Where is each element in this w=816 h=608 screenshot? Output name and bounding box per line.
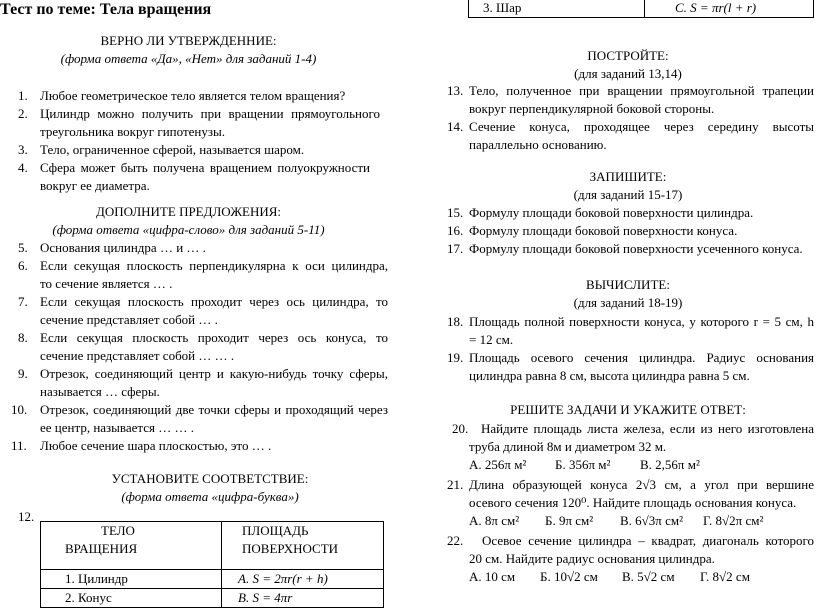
question-text: Если секущая плоскость перпендикулярна к оси цилиндра, <box>40 258 388 273</box>
section-heading-build: ПОСТРОЙТЕ: <box>587 48 669 63</box>
question-text: Любое сечение шара плоскостью, это … . <box>40 438 272 453</box>
question-text: вокруг перпендикулярной боковой стороны. <box>469 101 715 116</box>
question-text: Сфера может быть получена вращением полуокружности <box>40 160 370 175</box>
question-text: Длина образующей конуса 2√3 см, а угол при вершине <box>469 477 814 492</box>
header-body-line1: ТЕЛО <box>101 523 135 538</box>
answer-option: В. 6√3π см² <box>620 513 684 528</box>
table-header-row <box>41 522 384 570</box>
question-number: 13. <box>447 83 464 98</box>
header-body-line2: ВРАЩЕНИЯ <box>65 541 138 556</box>
table-cell: 2. Конус <box>41 589 222 608</box>
question-number: 4. <box>18 160 28 175</box>
question-text: 20 см. Найдите радиус основания цилиндра. <box>469 551 715 566</box>
section-sub-calc: (для заданий 18-19) <box>573 295 683 310</box>
answer-option: А. 256π м² <box>469 457 527 472</box>
question-text: Цилиндр можно получить при вращении прямоугольного <box>40 106 380 121</box>
question-text: Тело, ограниченное сферой, называется шаром. <box>40 142 305 157</box>
question-text: называется … сферы. <box>40 384 160 399</box>
match-table-continued <box>468 0 814 18</box>
section-sub-build: (для заданий 13,14) <box>574 66 682 81</box>
question-text: Если секущая плоскость проходит через ось конуса, то <box>40 330 388 345</box>
question-number: 15. <box>447 205 464 220</box>
answer-option: В. 5√2 см <box>622 569 675 584</box>
question-text: цилиндра равна 8 см, высота цилиндра равна 5 см. <box>469 368 750 383</box>
question-number: 5. <box>18 240 28 255</box>
question-number: 12. <box>18 509 35 524</box>
question-text: Формулу площади боковой поверхности цилиндра. <box>469 205 754 220</box>
question-text: Площадь осевого сечения цилиндра. Радиус основания <box>469 350 814 365</box>
answer-option: Г. 8√2π см² <box>703 513 764 528</box>
question-number: 20. <box>452 421 469 436</box>
question-text: Если секущая плоскость проходит через ось цилиндра, то <box>40 294 388 309</box>
question-text: Формулу площади боковой поверхности конуса. <box>469 223 738 238</box>
header-area <box>222 522 384 570</box>
question-number: 22. <box>447 533 464 548</box>
section-heading-match: УСТАНОВИТЕ СООТВЕТСТВИЕ: <box>111 471 309 486</box>
question-number: 6. <box>18 258 28 273</box>
section-sub-write: (для заданий 15-17) <box>573 187 683 202</box>
question-text: Любое геометрическое тело является телом вращения? <box>40 88 346 103</box>
question-number: 7. <box>18 294 28 309</box>
question-number: 11. <box>11 438 27 453</box>
question-number: 3. <box>18 142 28 157</box>
question-text: Осевое сечение цилиндра – квадрат, диагональ которого <box>482 533 814 548</box>
question-number: 2. <box>18 106 28 121</box>
header-area-line1: ПЛОЩАДЬ <box>242 523 309 538</box>
question-text: Основания цилиндра … и … . <box>40 240 206 255</box>
answer-option: Б. 10√2 см <box>540 569 598 584</box>
page-title: Тест по теме: Тела вращения <box>0 1 212 18</box>
match-table <box>40 521 384 608</box>
answer-option: Б. 356π м² <box>555 457 611 472</box>
question-text: Сечение конуса, проходящее через середину высоты <box>469 119 814 134</box>
question-text: Тело, полученное при вращении прямоугольной трапеции <box>469 83 814 98</box>
section-heading-write: ЗАПИШИТЕ: <box>589 169 667 184</box>
question-text: Отрезок, соединяющий две точки сферы и проходящий через <box>40 402 388 417</box>
question-number: 19. <box>447 350 464 365</box>
answer-option: Б. 9π см² <box>545 513 594 528</box>
answer-option: А. 10 см <box>469 569 516 584</box>
question-text: сечение представляет собой … . <box>40 312 218 327</box>
question-text: сечение представляет собой … … . <box>40 348 235 363</box>
question-text: Формулу площади боковой поверхности усеченного конуса. <box>469 241 803 256</box>
section-heading-complete: ДОПОЛНИТЕ ПРЕДЛОЖЕНИЯ: <box>95 204 282 219</box>
section-sub-complete: (форма ответа «цифра-слово» для заданий 5-11) <box>52 222 325 237</box>
question-number: 1. <box>18 88 28 103</box>
question-text: осевого сечения 120⁰. Найдите площадь основания конуса. <box>469 495 797 510</box>
question-text: = 12 см. <box>469 332 514 347</box>
table-cell: А. S = 2πr(r + h) <box>222 570 384 589</box>
table-row <box>41 589 384 608</box>
answer-option: Г. 8√2 см <box>700 569 750 584</box>
question-text: ее центр, называется … … . <box>40 420 195 435</box>
section-heading-true-false: ВЕРНО ЛИ УТВЕРЖДЕННИЕ: <box>100 33 277 48</box>
section-heading-solve: РЕШИТЕ ЗАДАЧИ И УКАЖИТЕ ОТВЕТ: <box>510 402 746 417</box>
question-number: 14. <box>447 119 464 134</box>
section-heading-calc: ВЫЧИСЛИТЕ: <box>586 277 670 292</box>
table-cell: В. S = 4πr <box>222 589 384 608</box>
question-number: 8. <box>18 330 28 345</box>
question-number: 9. <box>18 366 28 381</box>
question-text: Отрезок, соединяющий центр и какую-нибудь точку сферы, <box>40 366 388 381</box>
question-number: 18. <box>447 314 464 329</box>
question-text: треугольника вокруг гипотенузы. <box>40 124 225 139</box>
table-row <box>41 570 384 589</box>
question-text: параллельно основанию. <box>469 137 607 152</box>
section-sub-match: (форма ответа «цифра-буква») <box>121 489 299 504</box>
question-text: Площадь полной поверхности конуса, у которого r = 5 см, h <box>469 314 814 329</box>
table-cell: 3. Шар <box>469 0 645 18</box>
question-number: 17. <box>447 241 464 256</box>
question-text: вокруг ее диаметра. <box>40 178 150 193</box>
question-number: 21. <box>447 477 464 492</box>
header-area-line2: ПОВЕРХНОСТИ <box>242 541 339 556</box>
question-number: 10. <box>11 402 28 417</box>
table-cell: 1. Цилиндр <box>41 570 222 589</box>
question-number: 16. <box>447 223 464 238</box>
answer-option: А. 8π см² <box>469 513 520 528</box>
answer-option: В. 2,56π м² <box>640 457 700 472</box>
question-text: труба длиной 8м и диаметром 32 м. <box>469 439 667 454</box>
question-text: то сечение является … . <box>40 276 173 291</box>
table-row <box>469 0 814 18</box>
table-cell: С. S = πr(l + r) <box>645 0 814 18</box>
section-sub-true-false: (форма ответа «Да», «Нет» для заданий 1-4) <box>60 51 317 66</box>
header-body <box>41 522 222 570</box>
question-text: Найдите площадь листа железа, если из него изготовлена <box>481 421 814 436</box>
